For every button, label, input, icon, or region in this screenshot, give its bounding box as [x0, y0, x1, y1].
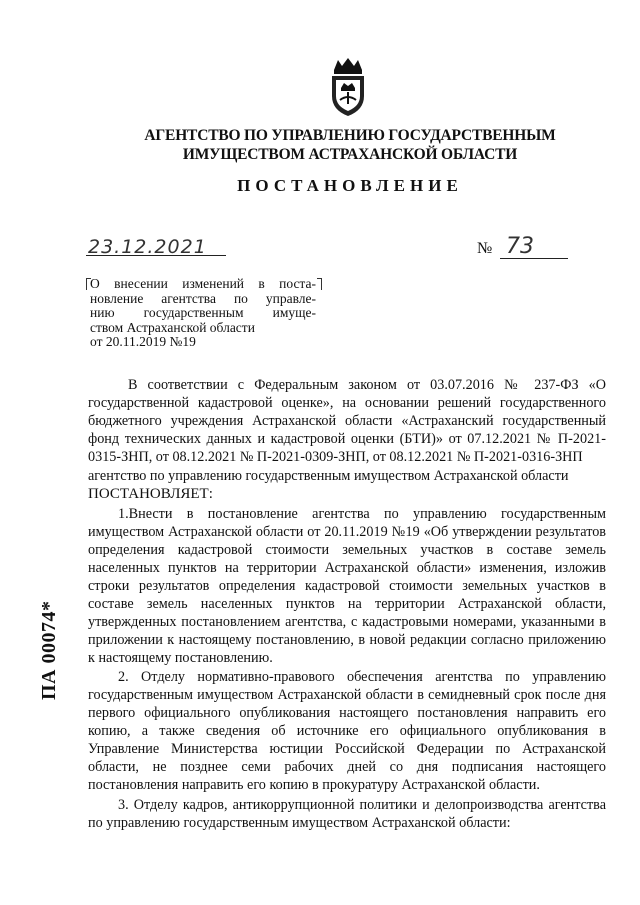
date-underline: [86, 255, 226, 256]
organization-name: [120, 126, 580, 164]
document-body: [88, 376, 606, 832]
subject-line: новление агентства по управле-: [90, 290, 316, 306]
org-line-1: АГЕНТСТВО ПО УПРАВЛЕНИЮ ГОСУДАРСТВЕННЫМ: [144, 127, 556, 144]
document-type: ПОСТАНОВЛЕНИЕ: [237, 176, 463, 195]
agency-line: агентство по управлению государственным имуществом Астраханской области: [88, 468, 569, 484]
coat-of-arms-icon: [326, 56, 370, 118]
subject-bracket-left: [86, 278, 91, 290]
subject-line: О внесении изменений в поста-: [90, 276, 316, 291]
item-3-paragraph: 3. Отделу кадров, антикоррупционной политики и делопроизводства агентства по управлению государственным имуществом Астраханской области:: [88, 797, 606, 831]
document-subject: [90, 277, 316, 350]
number-label: №: [477, 240, 493, 257]
subject-line: нию государственным имуще-: [90, 305, 316, 320]
subject-bracket-right: [317, 278, 322, 290]
preamble-paragraph: В соответствии с Федеральным законом от 03.07.2016 № 237-ФЗ «О государственной кадастровой оценке», на основании решений государственного бюджетного учреждения Астраханской области «Астраханский государственный фонд технических данных и кадастровой оценки (БТИ)» от 07.12.2021 № П-2021-0315-ЗНП, от 08.12.2021 № П-2021-0309-ЗНП, от 08.12.2021 № П-2021-0316-ЗНП: [88, 377, 606, 465]
subject-line: ством Астраханской области: [90, 319, 255, 335]
registration-stamp: ПА 00074*: [38, 600, 60, 700]
document-date: 23.12.2021: [88, 236, 207, 258]
number-underline: [500, 258, 568, 259]
subject-line: от 20.11.2019 №19: [90, 334, 196, 349]
document-number: 73: [506, 234, 534, 259]
item-1-paragraph: 1.Внести в постановление агентства по управлению государственным имуществом Астраханской области от 20.11.2019 №19 «Об утверждении результатов определения кадастровой стоимости земельных участков в составе земель населенных пунктов на территории Астраханской области» изменения, изложив строки результатов определения кадастровой стоимости земельных участков в составе земель населенных пунктов на территории Астраханской области, утвержденных постановлением агентства, с кадастровыми номерами, указанными в приложении к настоящему постановлению, в новой редакции согласно приложению к настоящему постановлению.: [88, 506, 606, 666]
item-2-paragraph: 2. Отделу нормативно-правового обеспечения агентства по управлению государственным имуществом Астраханской области в семидневный срок после дня первого официального опубликования настоящего постановления направить его копию, а также сведения об источнике его официального опубликования в Управление Министерства юстиции Российской Федерации по Астраханской области, не позднее семи рабочих дней со дня подписания настоящего постановления направить его копию в прокуратуру Астраханской области.: [88, 669, 606, 793]
decree-word: ПОСТАНОВЛЯЕТ:: [88, 486, 213, 502]
org-line-2: ИМУЩЕСТВОМ АСТРАХАНСКОЙ ОБЛАСТИ: [182, 146, 518, 163]
